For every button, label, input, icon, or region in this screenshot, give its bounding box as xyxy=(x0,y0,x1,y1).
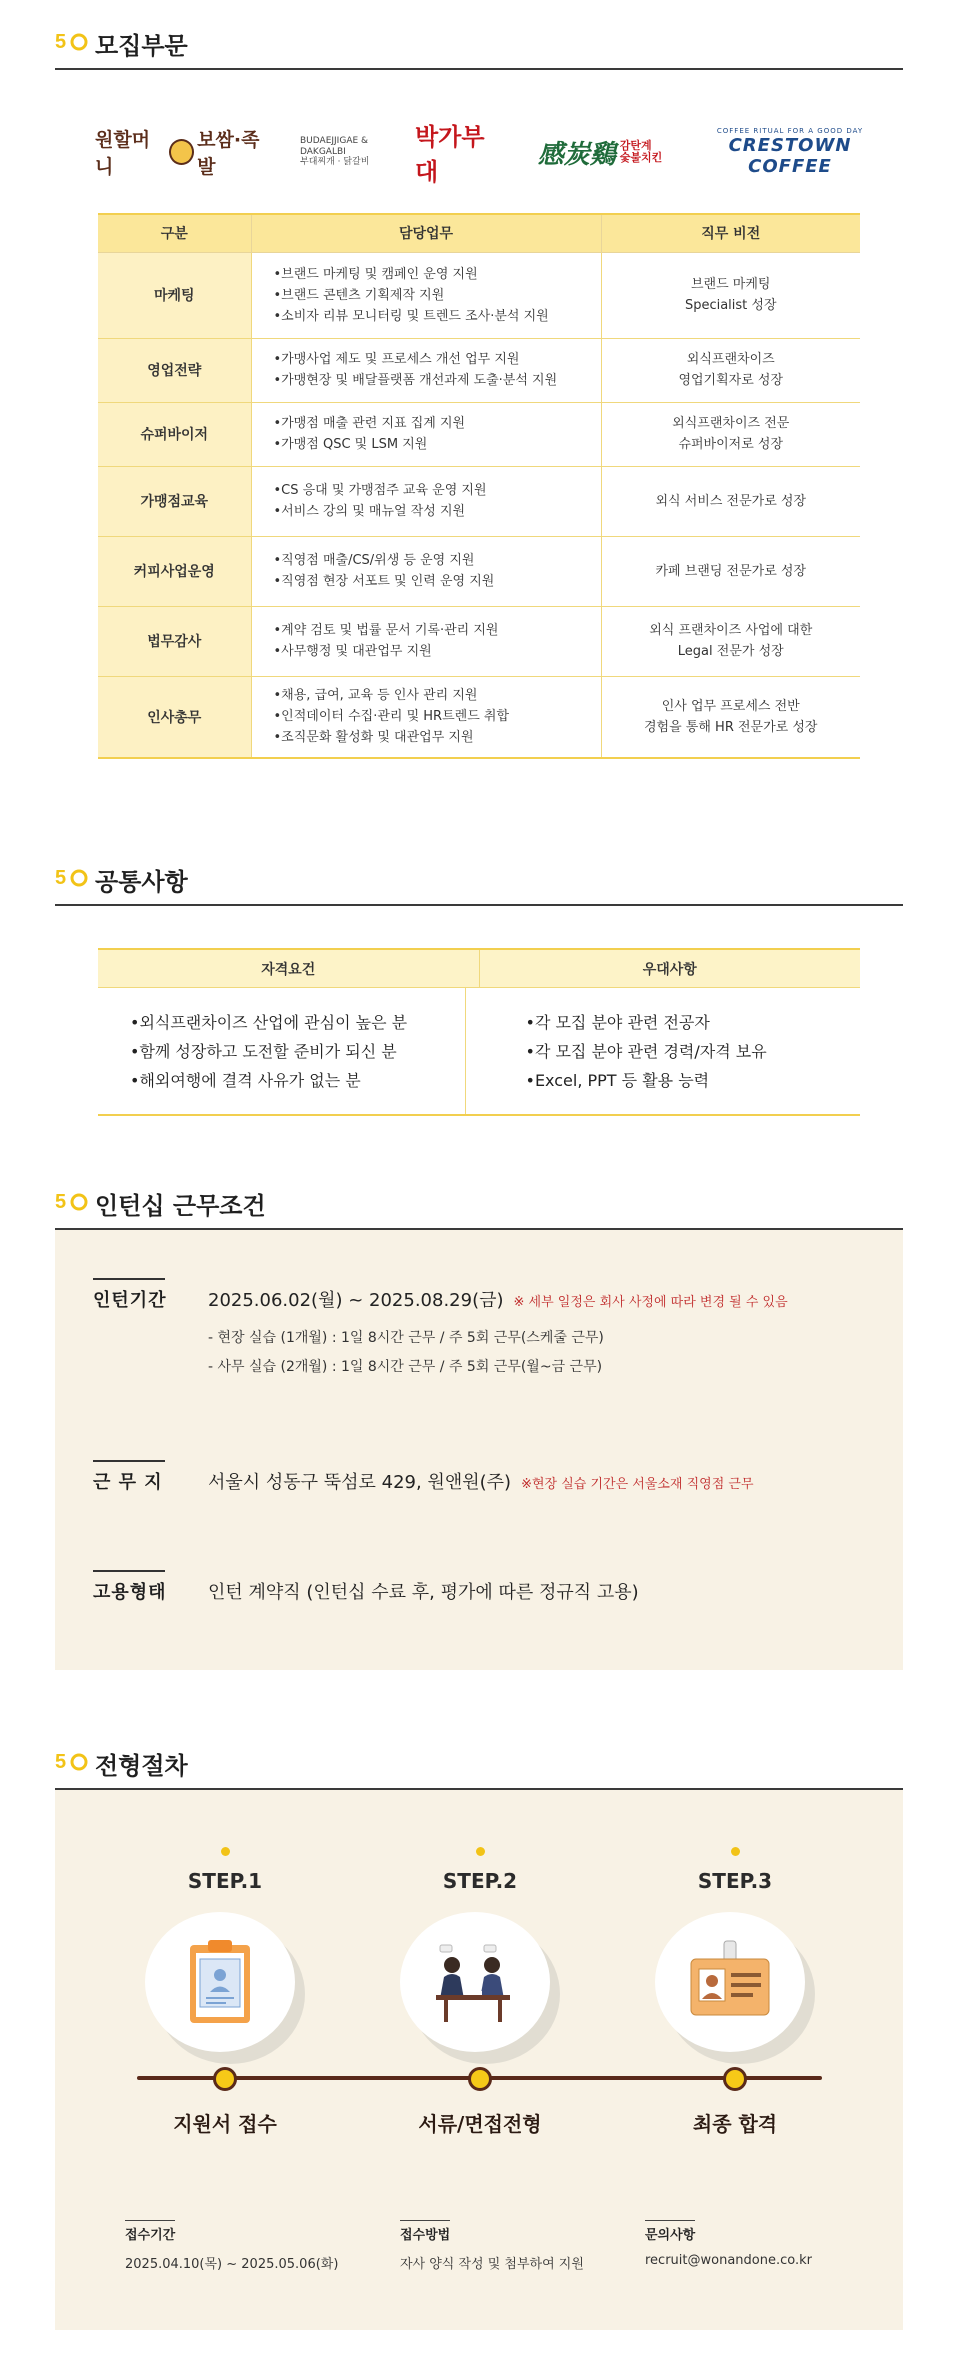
period-sub-line: - 현장 실습 (1개월) : 1일 8시간 근무 / 주 5회 근무(스케줄 근무) xyxy=(208,1330,604,1346)
list-item: •외식프랜차이즈 산업에 관심이 높은 분 xyxy=(130,1013,408,1032)
step-label: STEP.3 xyxy=(697,1869,773,1893)
info-key: 접수기간 xyxy=(125,2220,175,2243)
duty-line: •직영점 현장 서포트 및 인력 운영 지원 xyxy=(273,574,495,589)
type-value: 인턴 계약직 (인턴십 수료 후, 평가에 따른 정규직 고용) xyxy=(208,1582,639,1603)
vision-cell xyxy=(601,676,860,758)
step-name: 최종 합격 xyxy=(692,2112,778,2136)
place-row xyxy=(208,1468,754,1494)
qualification-list xyxy=(98,988,465,1114)
place-label: 근 무 지 xyxy=(93,1468,163,1494)
brand-logo-bakga xyxy=(300,122,500,186)
info-key: 문의사항 xyxy=(645,2220,695,2243)
period-label: 인턴기간 xyxy=(93,1286,167,1312)
list-item: •해외여행에 결격 사유가 없는 분 xyxy=(130,1071,361,1090)
step-illustration xyxy=(655,1912,815,2062)
duty-cell xyxy=(251,536,601,606)
recruit-table xyxy=(98,213,860,759)
column-header: 직무 비전 xyxy=(601,214,860,252)
conditions-panel xyxy=(55,1230,903,1670)
table-row xyxy=(98,606,860,676)
section-title: 전형절차 xyxy=(95,1752,188,1780)
step-label: STEP.2 xyxy=(442,1869,518,1893)
column-header: 자격요건 xyxy=(261,962,316,978)
brand-name: CRESTOWN COFFEE xyxy=(728,135,852,177)
table-row xyxy=(98,402,860,466)
grandma-face-icon xyxy=(169,139,194,165)
step-name: 지원서 접수 xyxy=(173,2112,277,2136)
step-label: STEP.1 xyxy=(187,1869,263,1893)
duty-line: •가맹점 매출 관련 지표 집계 지원 xyxy=(273,416,466,431)
step-name: 서류/면접전형 xyxy=(418,2112,542,2136)
category-cell: 가맹점교육 xyxy=(98,466,251,536)
brand-logo-gamtangye xyxy=(515,122,685,182)
vision-line: 브랜드 마케팅 xyxy=(691,277,771,292)
table-row xyxy=(98,466,860,536)
step-dot-icon xyxy=(731,1847,740,1856)
info-application-period xyxy=(125,2220,338,2272)
vision-line: 카페 브랜딩 전문가로 성장 xyxy=(655,563,807,579)
section-title: 인턴십 근무조건 xyxy=(95,1192,266,1220)
duty-cell xyxy=(251,606,601,676)
vision-cell xyxy=(601,466,860,536)
vision-line: 인사 업무 프로세스 전반 xyxy=(661,698,800,714)
common-table xyxy=(98,948,860,1116)
duty-line: •가맹사업 제도 및 프로세스 개선 업무 지원 xyxy=(273,352,520,367)
duty-line: •인적데이터 수집·관리 및 HR트렌드 취합 xyxy=(273,709,510,725)
info-value: 2025.04.10(목) ~ 2025.05.06(화) xyxy=(125,2257,339,2272)
table-row xyxy=(98,676,860,758)
vision-line: Specialist 성장 xyxy=(684,298,777,313)
section-title: 모집부문 xyxy=(95,32,188,60)
table-header-row xyxy=(98,948,860,988)
step-dot-icon xyxy=(221,1847,230,1856)
duty-line: •사무행정 및 대관업무 지원 xyxy=(273,644,432,659)
brand-name-hanja: 感炭鷄 xyxy=(537,139,616,170)
section-header-conditions xyxy=(55,1180,903,1230)
process-panel xyxy=(55,1790,903,2330)
info-value: 자사 양식 작성 및 첨부하여 지원 xyxy=(400,2257,584,2272)
category-cell: 커피사업운영 xyxy=(98,536,251,606)
table-row xyxy=(98,536,860,606)
category-cell: 마케팅 xyxy=(98,252,251,338)
period-value: 2025.06.02(월) ~ 2025.08.29(금) xyxy=(208,1290,504,1311)
interview-icon xyxy=(430,1937,516,2027)
svg-text:5: 5 xyxy=(55,1191,67,1212)
duty-line: •채용, 급여, 교육 등 인사 관리 지원 xyxy=(273,688,478,704)
info-contact xyxy=(645,2220,812,2268)
vision-line: Legal 전문가 성장 xyxy=(677,644,784,659)
brand-tagline: COFFEE RITUAL FOR A GOOD DAY xyxy=(716,127,864,135)
fifty-logo-icon xyxy=(55,1750,89,1772)
brand-name-left: 원할머니 xyxy=(95,129,151,178)
duty-cell xyxy=(251,402,601,466)
brand-name-right: 보쌈·족발 xyxy=(197,129,260,178)
duty-line: •브랜드 콘텐츠 기획제작 지원 xyxy=(273,287,445,303)
vision-cell xyxy=(601,338,860,402)
fifty-logo-icon xyxy=(55,30,89,52)
preference-list xyxy=(465,988,861,1114)
brand-sub-en: BUDAEJJIGAE & DAKGALBI xyxy=(300,135,369,157)
place-note: ※현장 실습 기간은 서울소재 직영점 근무 xyxy=(521,1477,754,1492)
svg-text:5: 5 xyxy=(55,1751,67,1772)
vision-line: 외식 서비스 전문가로 성장 xyxy=(655,493,807,509)
column-header: 구분 xyxy=(98,214,251,252)
column-header: 담당업무 xyxy=(251,214,601,252)
category-cell: 법무감사 xyxy=(98,606,251,676)
vision-line: 슈퍼바이저로 성장 xyxy=(678,437,784,452)
place-value: 서울시 성동구 뚝섬로 429, 원앤원(주) xyxy=(208,1472,512,1493)
step-illustration xyxy=(145,1912,305,2062)
info-application-method xyxy=(400,2220,584,2272)
timeline-dot-icon xyxy=(468,2067,492,2091)
duty-line: •계약 검토 및 법률 문서 기록·관리 지원 xyxy=(273,623,499,638)
duty-line: •소비자 리뷰 모니터링 및 트렌드 조사·분석 지원 xyxy=(273,308,549,324)
contact-email-link[interactable]: recruit@wonandone.co.kr xyxy=(645,2253,812,2268)
info-key: 접수방법 xyxy=(400,2220,450,2243)
brand-logo-wonhalmeoni xyxy=(95,122,275,182)
brand-logo-crestown xyxy=(695,122,885,182)
process-step-1 xyxy=(125,1790,325,2062)
section-header-common xyxy=(55,856,903,906)
section-header-recruit xyxy=(55,20,903,70)
period-sub-line: - 사무 실습 (2개월) : 1일 8시간 근무 / 주 5회 근무(월~금 근무) xyxy=(208,1359,603,1375)
fifty-logo-icon xyxy=(55,866,89,888)
timeline-dot-icon xyxy=(723,2067,747,2091)
vision-cell xyxy=(601,536,860,606)
table-header-row xyxy=(98,214,860,252)
vision-line: 경험을 통해 HR 전문가로 성장 xyxy=(644,719,818,735)
vision-cell xyxy=(601,606,860,676)
column-header: 우대사항 xyxy=(479,950,861,987)
vision-line: 외식프랜차이즈 xyxy=(686,352,775,367)
category-cell: 인사총무 xyxy=(98,676,251,758)
duty-line: •브랜드 마케팅 및 캠페인 운영 지원 xyxy=(273,266,478,282)
duty-line: •CS 응대 및 가맹점주 교육 운영 지원 xyxy=(273,483,487,498)
type-label: 고용형태 xyxy=(93,1578,167,1604)
list-item: •Excel, PPT 등 활용 능력 xyxy=(525,1071,710,1090)
brand-sub-ko: 부대찌개 · 닭갈비 xyxy=(300,157,370,168)
duty-cell xyxy=(251,252,601,338)
process-step-3 xyxy=(635,1790,835,2062)
period-note: ※ 세부 일정은 회사 사정에 따라 변경 될 수 있음 xyxy=(513,1295,788,1310)
fifty-logo-icon xyxy=(55,1190,89,1212)
table-row xyxy=(98,252,860,338)
clipboard-resume-icon xyxy=(180,1937,260,2027)
section-header-process xyxy=(55,1740,903,1790)
section-title: 공통사항 xyxy=(95,868,188,896)
duty-line: •가맹점 QSC 및 LSM 지원 xyxy=(273,437,428,452)
brand-sub: 숯불치킨 xyxy=(619,151,663,164)
category-cell: 슈퍼바이저 xyxy=(98,402,251,466)
period-row xyxy=(208,1286,788,1312)
timeline-dot-icon xyxy=(213,2067,237,2091)
duty-cell xyxy=(251,466,601,536)
duty-line: •조직문화 활성화 및 대관업무 지원 xyxy=(273,730,474,746)
category-cell: 영업전략 xyxy=(98,338,251,402)
step-dot-icon xyxy=(476,1847,485,1856)
step-illustration xyxy=(400,1912,560,2062)
table-body xyxy=(98,988,860,1116)
vision-cell xyxy=(601,402,860,466)
vision-line: 외식 프랜차이즈 사업에 대한 xyxy=(649,623,813,638)
duty-line: •서비스 강의 및 매뉴얼 작성 지원 xyxy=(273,504,466,519)
id-card-icon xyxy=(687,1937,773,2027)
brand-logos xyxy=(55,122,903,186)
vision-line: 영업기획자로 성장 xyxy=(678,373,784,388)
period-details xyxy=(208,1324,604,1382)
duty-line: •직영점 매출/CS/위생 등 운영 지원 xyxy=(273,553,475,568)
brand-name-ko: 감탄계 xyxy=(619,138,652,152)
duty-cell xyxy=(251,676,601,758)
brand-name: 박가부대 xyxy=(414,123,485,186)
svg-text:5: 5 xyxy=(55,31,67,52)
vision-line: 외식프랜차이즈 전문 xyxy=(672,416,790,431)
vision-cell xyxy=(601,252,860,338)
list-item: •각 모집 분야 관련 전공자 xyxy=(525,1013,710,1032)
list-item: •각 모집 분야 관련 경력/자격 보유 xyxy=(525,1042,767,1061)
svg-text:5: 5 xyxy=(55,867,67,888)
table-row xyxy=(98,338,860,402)
duty-line: •가맹현장 및 배달플랫폼 개선과제 도출·분석 지원 xyxy=(273,373,558,388)
process-step-2 xyxy=(380,1790,580,2062)
duty-cell xyxy=(251,338,601,402)
list-item: •함께 성장하고 도전할 준비가 되신 분 xyxy=(130,1042,397,1061)
